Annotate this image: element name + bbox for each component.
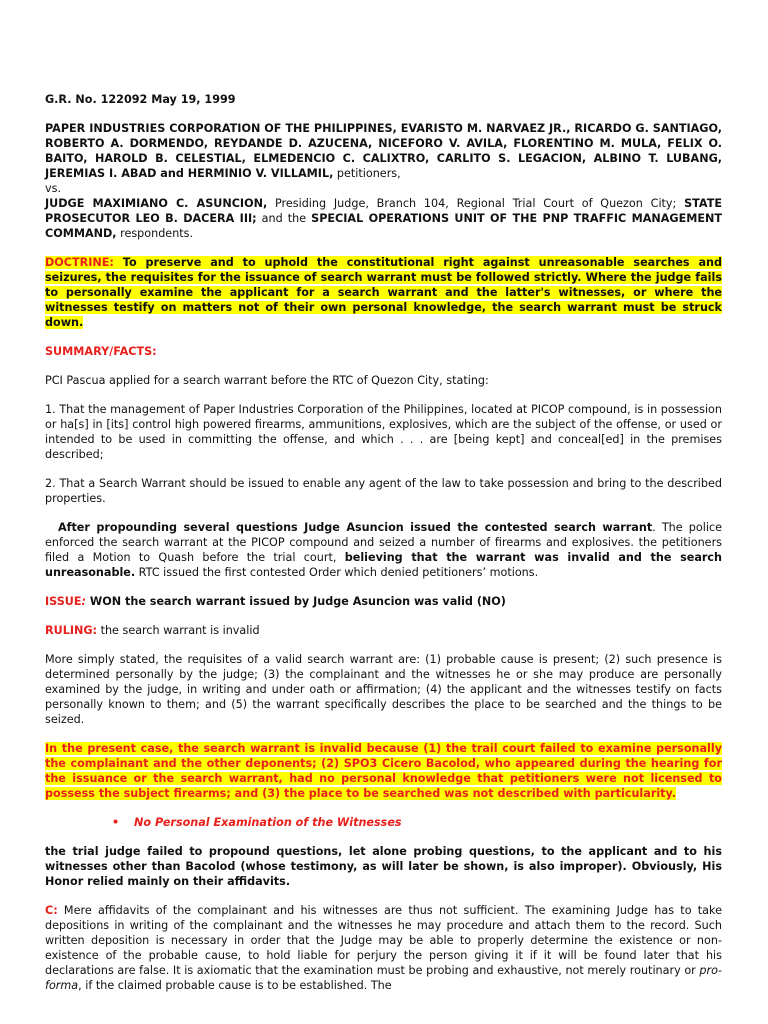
doctrine-paragraph — [45, 255, 722, 330]
doctrine-label: DOCTRINE: — [45, 256, 114, 269]
document-page — [45, 92, 722, 1007]
doctrine-text: To preserve and to uphold the constitutional right against unreasonable searches and seizures, the requisites for the issuance of search warrant must be followed strictly. Where the judge fails to personally examine the applicant for a search warrant and the latter's witnesses, or where the witnesses testify on matters not of their own personal knowledge, the search warrant must be struck down. — [45, 256, 722, 329]
issue-text: WON the search warrant issued by Judge Asuncion was valid (NO) — [86, 595, 506, 608]
respondent-joiner: and the — [256, 212, 312, 225]
respondents-label: respondents. — [116, 227, 194, 240]
facts-bold-2: believing that the warrant was invalid and the search unreasonable. — [45, 551, 722, 579]
facts-item-1: 1. That the management of Paper Industries Corporation of the Philippines, located at PICOP compound, is in possession or ha[s] in [its] control high powered firearms, ammunitions, explosives, which are the subject of the offense, or used or intended to be used in committing the offense, and which . . . are [being kept] and conceal[ed] in the premises described; — [45, 403, 722, 461]
c-italic: pro-forma — [45, 964, 722, 992]
ruling-label: RULING: — [45, 624, 98, 637]
summary-heading: SUMMARY/FACTS: — [45, 345, 157, 358]
respondent-unit: SPECIAL OPERATIONS UNIT OF THE PNP TRAFFIC MANAGEMENT COMMAND, — [45, 212, 723, 240]
facts-bold-lead: After propounding several questions Judge Asuncion issued the contested search warrant — [45, 521, 653, 534]
petitioners-names: PAPER INDUSTRIES CORPORATION OF THE PHILIPPINES, EVARISTO M. NARVAEZ JR., RICARDO G. SANTIAGO, ROBERTO A. DORMENDO, REYDANDE D. AZUCENA, NICEFORO V. AVILA, FLORENTINO M. MULA, FELIX O. BAITO, HAROLD B. CELESTIAL, ELMEDENCIO C. CALIXTRO, CARLITO S. LEGACION, ALBINO T. LUBANG, JEREMIAS I. ABAD and HERMINIO V. VILLAMIL, — [45, 122, 722, 180]
bullet-item — [45, 815, 722, 830]
facts-text-a: . The police enforced the search warrant at the PICOP compound and seized a number of firearms and explosives. the petitioners filed a Motion to Quash before the trial court, — [45, 521, 722, 564]
c-text-b: , if the claimed probable cause is to be established. The — [78, 979, 392, 992]
c-paragraph — [45, 903, 722, 993]
petitioners-label: petitioners, — [333, 167, 401, 180]
c-text-a: Mere affidavits of the complainant and his witnesses are thus not sufficient. The examining Judge has to take depositions in writing of the complainant and the witnesses he may procedure and attach them to the record. Such written deposition is necessary in order that the Judge may be able to properly determine the existence or non-existence of the probable cause, to hold liable for perjury the person giving it if it will be found later that his declarations are false. It is axiomatic that the examination must be probing and exhaustive, not merely routinary or — [45, 904, 722, 977]
facts-paragraph — [45, 520, 722, 580]
trial-judge-paragraph: the trial judge failed to propound questions, let alone probing questions, to the applicant and to his witnesses other than Bacolod (whose testimony, as will later be shown, is also improper). Obviously, His Honor relied mainly on their affidavits. — [45, 845, 722, 888]
parties-petitioners — [45, 121, 722, 181]
facts-text-b: RTC issued the first contested Order which denied petitioners’ motions. — [135, 566, 539, 579]
c-label: C: — [45, 904, 58, 917]
case-header: G.R. No. 122092 May 19, 1999 — [45, 93, 236, 106]
versus: vs. — [45, 182, 62, 195]
parties-respondents — [45, 196, 722, 241]
present-case-paragraph — [45, 741, 722, 801]
requisites-paragraph: More simply stated, the requisites of a valid search warrant are: (1) probable cause is present; (2) such presence is determined personally by the judge; (3) the complainant and the witnesses he or she may produce are personally examined by the judge, in writing and under oath or affirmation; (4) the applicant and the witnesses testify on facts personally known to them; and (5) the warrant specifically describes the place to be searched and the things to be seized. — [45, 653, 722, 726]
facts-item-2: 2. That a Search Warrant should be issued to enable any agent of the law to take possession and bring to the described properties. — [45, 477, 722, 505]
respondent-prosecutor: STATE PROSECUTOR LEO B. DACERA III; — [45, 197, 722, 225]
ruling-paragraph — [45, 623, 722, 638]
facts-intro: PCI Pascua applied for a search warrant before the RTC of Quezon City, stating: — [45, 374, 489, 387]
bullet-dot: • — [112, 816, 120, 829]
bullet-text: No Personal Examination of the Witnesses — [134, 816, 402, 829]
issue-colon: : — [81, 595, 86, 608]
ruling-text: the search warrant is invalid — [97, 624, 260, 637]
respondent-judge: JUDGE MAXIMIANO C. ASUNCION, — [45, 197, 268, 210]
issue-paragraph — [45, 594, 722, 609]
respondent-judge-desc: Presiding Judge, Branch 104, Regional Trial Court of Quezon City; — [267, 197, 685, 210]
present-case-text: In the present case, the search warrant is invalid because (1) the trail court failed to examine personally the complainant and the other deponents; (2) SPO3 Cicero Bacolod, who appeared during the hearing for the issuance or the search warrant, had no personal knowledge that petitioners were not licensed to possess the subject firearms; and (3) the place to be searched was not described with particularity. — [45, 742, 722, 800]
issue-label: ISSUE — [45, 595, 82, 608]
